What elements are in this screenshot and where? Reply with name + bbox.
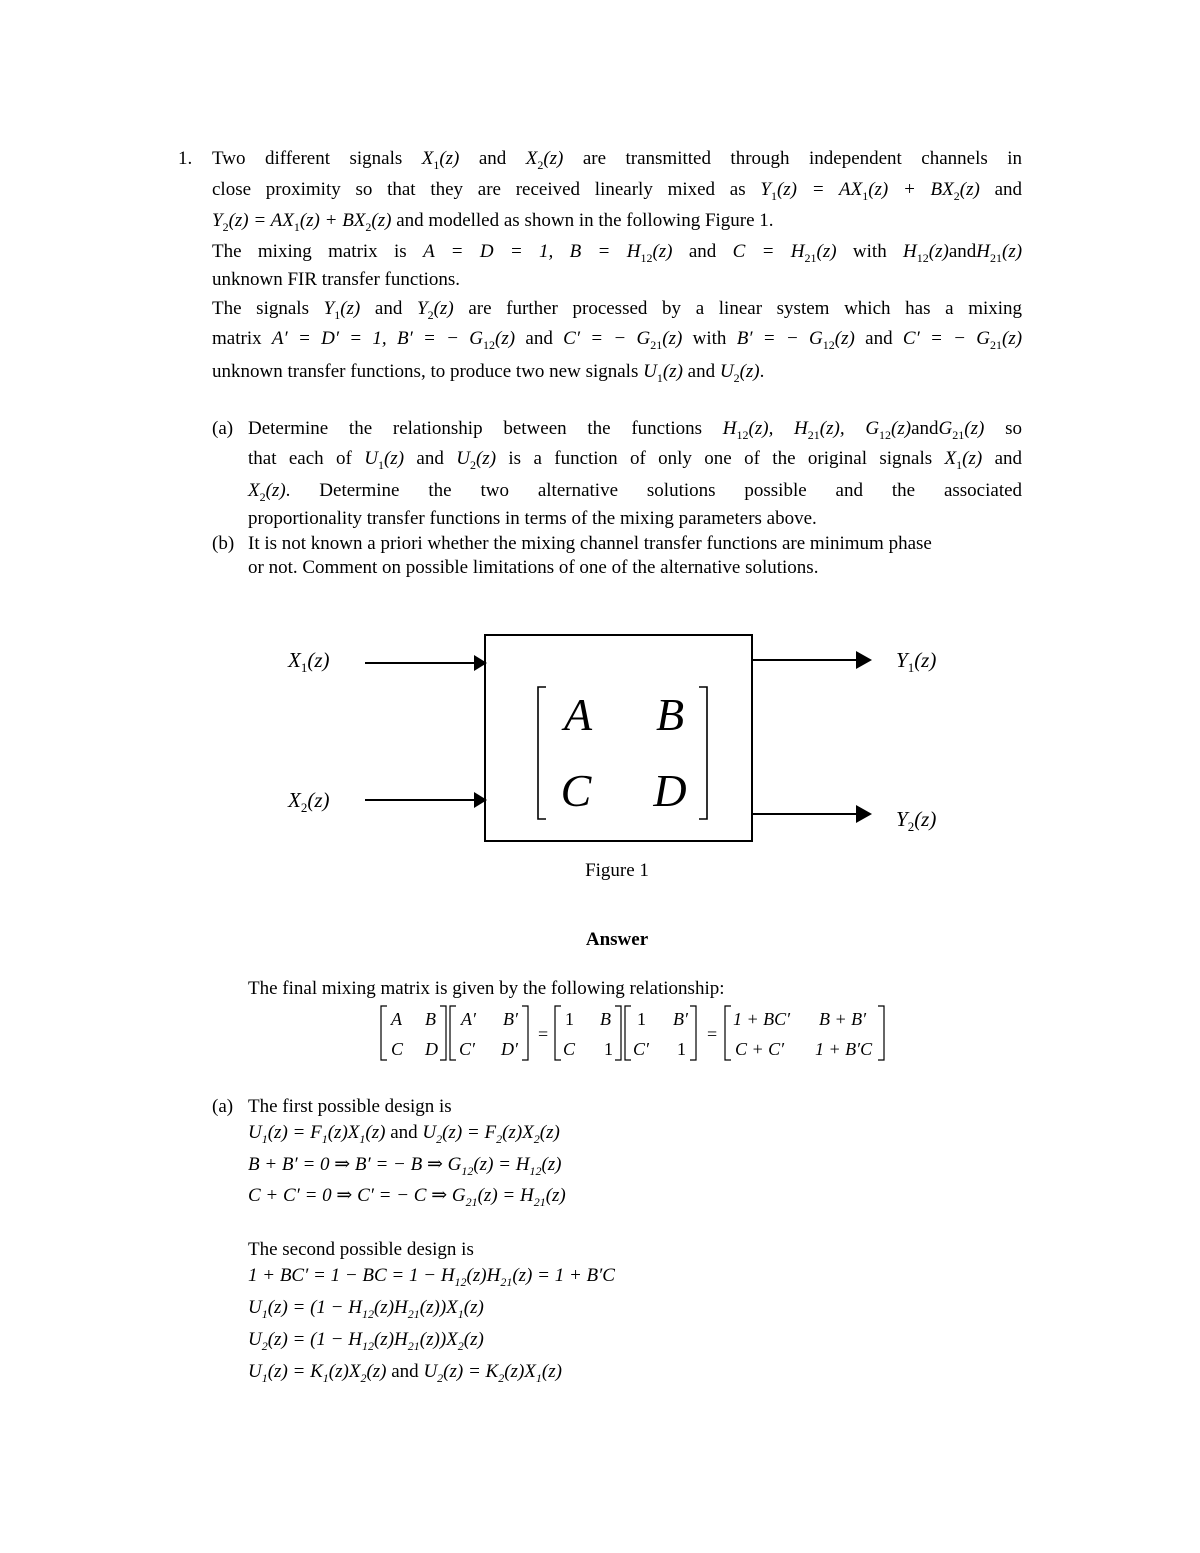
figure-caption: Figure 1 [585,860,649,881]
part-b-label: (b) [212,533,235,554]
m5-a: 1 + BC′ [733,1009,791,1029]
matrix-left-bracket [538,687,546,819]
m3-c: C [563,1039,576,1059]
svg-text:=: = [538,1024,549,1044]
m5-c: C + C′ [735,1039,785,1059]
matrix-entry-d: D [653,765,687,816]
m1-d: D [425,1039,438,1059]
m1-a: A [391,1009,402,1029]
matrix-entry-a: A [563,689,593,740]
input-label-x2: $X_2(z)$ [288,788,330,816]
part-b-line-1: It is not known a priori whether the mixing channel transfer functions are minimum phase [248,533,932,554]
question-line-7: matrix A′ = D′ = 1, B′ = − $G_{12}(z)$ and C′ = − $G_{21}(z)$ with B′ = − $G_{12}(z)$ and C′ = − $G_{21}(z)$ [212,328,1023,352]
question-number: 1. [178,148,193,169]
m4-d: 1 [677,1039,686,1059]
first-design-line-2: B + B′ = 0 ⇒ B′ = − B ⇒ $G_{12}(z) = H_{12}(z)$ [248,1154,562,1178]
matrix-equation [375,1003,935,1063]
question-line-5: unknown FIR transfer functions. [212,269,461,290]
question-line-6: The signals $Y_1(z)$ and $Y_2(z)$ are further processed by a linear system which has a mixing [212,298,1023,322]
svg-text:=: = [707,1024,718,1044]
m3-a: 1 [565,1009,574,1029]
second-design-line-2: $U_1(z) = (1 - H_{12}(z)H_{21}(z))X_1(z)$ [248,1297,484,1321]
part-a-line-3: $X_2(z)$. Determine the two alternative solutions possible and the associated [248,480,1023,504]
input-label-x1: $X_1(z)$ [288,648,330,676]
question-line-2: close proximity so that they are received linearly mixed as $Y_1(z) = AX_1(z) + BX_2(z)$ and [212,179,1023,203]
part-a-line-2: that each of $U_1(z)$ and $U_2(z)$ is a function of only one of the original signals $X_1(z)$ and [248,448,1023,472]
second-design-line-3: $U_2(z) = (1 - H_{12}(z)H_{21}(z))X_2(z)$ [248,1329,484,1353]
m1-c: C [391,1039,404,1059]
first-design-title: The first possible design is [248,1096,452,1117]
part-a-line-4: proportionality transfer functions in terms of the mixing parameters above. [248,508,817,529]
output-label-y1: $Y_1(z)$ [896,648,937,676]
m5-d: 1 + B′C [815,1039,873,1059]
first-design-line-3: C + C′ = 0 ⇒ C′ = − C ⇒ $G_{21}(z) = H_{21}(z)$ [248,1185,566,1209]
m4-b: B′ [673,1009,688,1029]
matrix-right-bracket [699,687,707,819]
answer-part-a-label: (a) [212,1096,234,1117]
second-design-line-4: $U_1(z) = K_1(z)X_2(z)$ and $U_2(z) = K_2(z)X_1(z)$ [248,1361,562,1385]
second-design-title: The second possible design is [248,1239,474,1260]
m3-b: B [600,1009,611,1029]
m5-b: B + B′ [819,1009,867,1029]
m1-b: B [425,1009,436,1029]
question-line-3: $Y_2(z) = AX_1(z) + BX_2(z)$ and modelled as shown in the following Figure 1. [212,210,774,234]
m3-d: 1 [604,1039,613,1059]
answer-intro: The final mixing matrix is given by the following relationship: [248,978,725,999]
m2-a: A′ [461,1009,476,1029]
m2-c: C′ [459,1039,475,1059]
question-line-4: The mixing matrix is A = D = 1, $B = H_{12}(z)$ and $C = H_{21}(z)$ with $H_{12}(z)andH_{21}(z)$ [212,241,1023,265]
m2-d: D′ [501,1039,518,1059]
second-design-line-1: 1 + BC′ = 1 − BC = $1 - H_{12}(z)H_{21}(z) = 1 + B'C$ [248,1265,615,1289]
part-a-line-1: Determine the relationship between the functions $H_{12}(z)$, $H_{21}(z)$, $G_{12}(z)andG_{21}(z)$ so [248,418,1022,442]
answer-heading: Answer [585,929,649,950]
part-b-line-2: or not. Comment on possible limitations of one of the alternative solutions. [248,557,819,578]
m4-c: C′ [633,1039,649,1059]
part-a-label: (a) [212,418,234,439]
matrix-entry-b: B [655,689,685,740]
first-design-line-1: $U_1(z) = F_1(z)X_1(z)$ and $U_2(z) = F_2(z)X_2(z)$ [248,1122,560,1146]
figure-1-diagram [0,620,1200,880]
matrix-entry-c: C [560,765,592,816]
mixing-matrix-box [485,635,752,841]
question-line-8: unknown transfer functions, to produce two new signals $U_1(z)$ and $U_2(z)$. [212,361,765,385]
question-line-1: Two different signals $X_1(z)$ and $X_2(z)$ are transmitted through independent channels in [212,148,1022,172]
m2-b: B′ [503,1009,518,1029]
output-label-y2: $Y_2(z)$ [896,807,937,835]
m4-a: 1 [637,1009,646,1029]
